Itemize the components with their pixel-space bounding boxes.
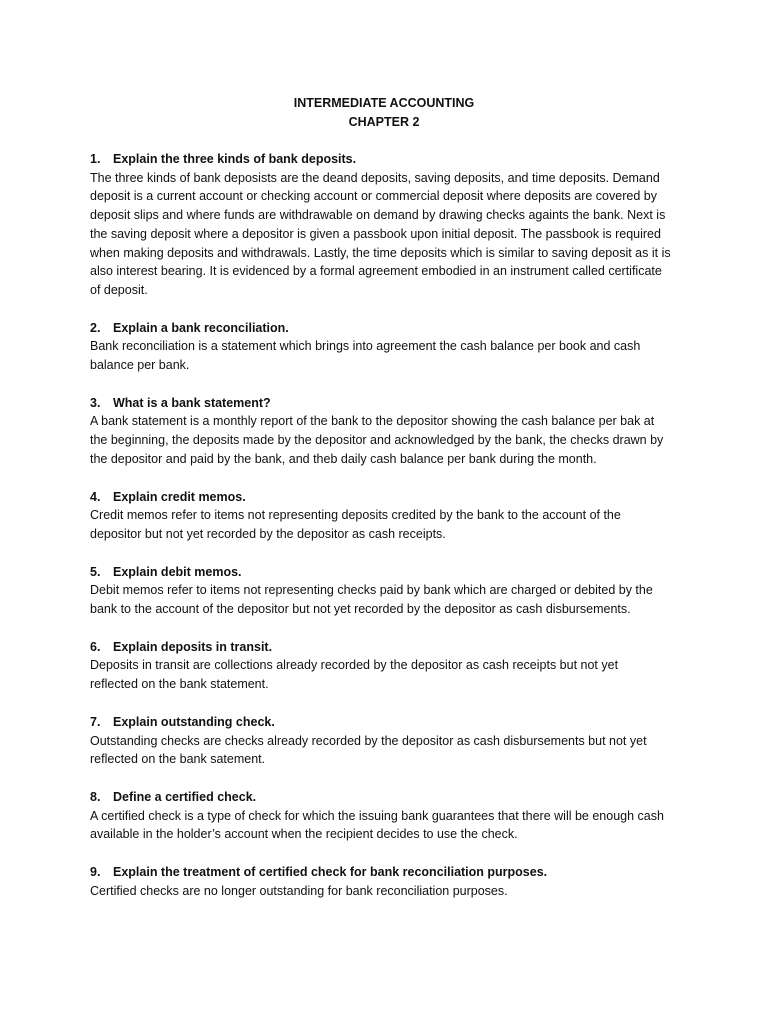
question-heading (90, 319, 680, 338)
question-text: Define a certified check. (113, 789, 257, 804)
question-heading (90, 713, 680, 732)
question-text: What is a bank statement? (113, 395, 271, 410)
question-heading (90, 150, 680, 169)
question-number: 6. (90, 639, 101, 654)
question-heading (90, 394, 680, 413)
question-heading (90, 488, 680, 507)
chapter-heading: CHAPTER 2 (348, 115, 420, 129)
answer-text: Deposits in transit are collections already recorded by the depositor as cash receipts but not yet reflected on the bank statement. (90, 658, 619, 692)
question-number: 8. (90, 789, 101, 804)
question-text: Explain a bank reconciliation. (113, 320, 289, 335)
question-item (90, 638, 680, 694)
answer-text: A bank statement is a monthly report of the bank to the depositor showing the cash balance per bak at the beginning, the deposits made by the depositor and acknowledged by the bank, the checks drawn by the depositor and paid by the bank, and theb daily cash balance per bank during the month. (90, 414, 664, 466)
answer-text: Credit memos refer to items not representing deposits credited by the bank to the account of the depositor but not yet recorded by the depositor as cash receipts. (90, 508, 621, 541)
question-text: Explain the three kinds of bank deposits. (113, 152, 357, 166)
title-block (0, 94, 768, 132)
question-item (90, 713, 680, 769)
question-heading (90, 788, 680, 807)
question-heading (90, 863, 680, 882)
question-item (90, 488, 680, 544)
question-item (90, 150, 680, 300)
question-heading (90, 638, 680, 657)
question-item (90, 394, 680, 469)
question-number: 3. (90, 395, 101, 410)
answer-text: A certified check is a type of check for which the issuing bank guarantees that there will be enough cash available in the holder’s account when the recipient decides to use the check. (90, 808, 664, 842)
answer-text: Debit memos refer to items not representing checks paid by bank which are charged or debited by the bank to the account of the depositor but not yet recorded by the depositor as cash disbursements. (90, 583, 653, 617)
question-text: Explain the treatment of certified check for bank reconciliation purposes. (113, 865, 548, 880)
question-text: Explain deposits in transit. (113, 639, 273, 654)
answer-text: The three kinds of bank deposists are the deand deposits, saving deposits, and time deposits. Demand deposit is a current account or checking account or commercial deposit where deposits are covered by deposit slips and where funds are withdrawable on demand by drawing checks againts the bank. Next is the saving deposit where a depositor is given a passbook upon initial deposit. The passbook is required when making deposits and withdrawals. Lastly, the time deposits which is similar to saving deposit as it is also interest bearing. It is evidenced by a formal agreement embodied in an instrument called certificate of deposit. (90, 170, 671, 297)
question-number: 5. (90, 564, 101, 579)
question-number: 1. (90, 152, 101, 166)
question-text: Explain debit memos. (113, 564, 242, 579)
question-item (90, 319, 680, 375)
question-number: 7. (90, 714, 101, 729)
question-heading (90, 563, 680, 582)
question-text: Explain outstanding check. (113, 714, 275, 729)
question-item (90, 788, 680, 844)
question-text: Explain credit memos. (113, 489, 246, 504)
document-title: INTERMEDIATE ACCOUNTING (293, 96, 475, 110)
answer-text: Bank reconciliation is a statement which brings into agreement the cash balance per book and cash balance per bank. (90, 339, 641, 373)
question-number: 4. (90, 489, 101, 504)
question-number: 9. (90, 865, 101, 880)
question-item (90, 863, 680, 900)
answer-text: Outstanding checks are checks already recorded by the depositor as cash disbursements but not yet reflected on the bank satement. (90, 733, 647, 767)
answer-text: Certified checks are no longer outstanding for bank reconciliation purposes. (90, 883, 508, 898)
question-list (90, 150, 680, 920)
question-number: 2. (90, 320, 101, 335)
question-item (90, 563, 680, 619)
